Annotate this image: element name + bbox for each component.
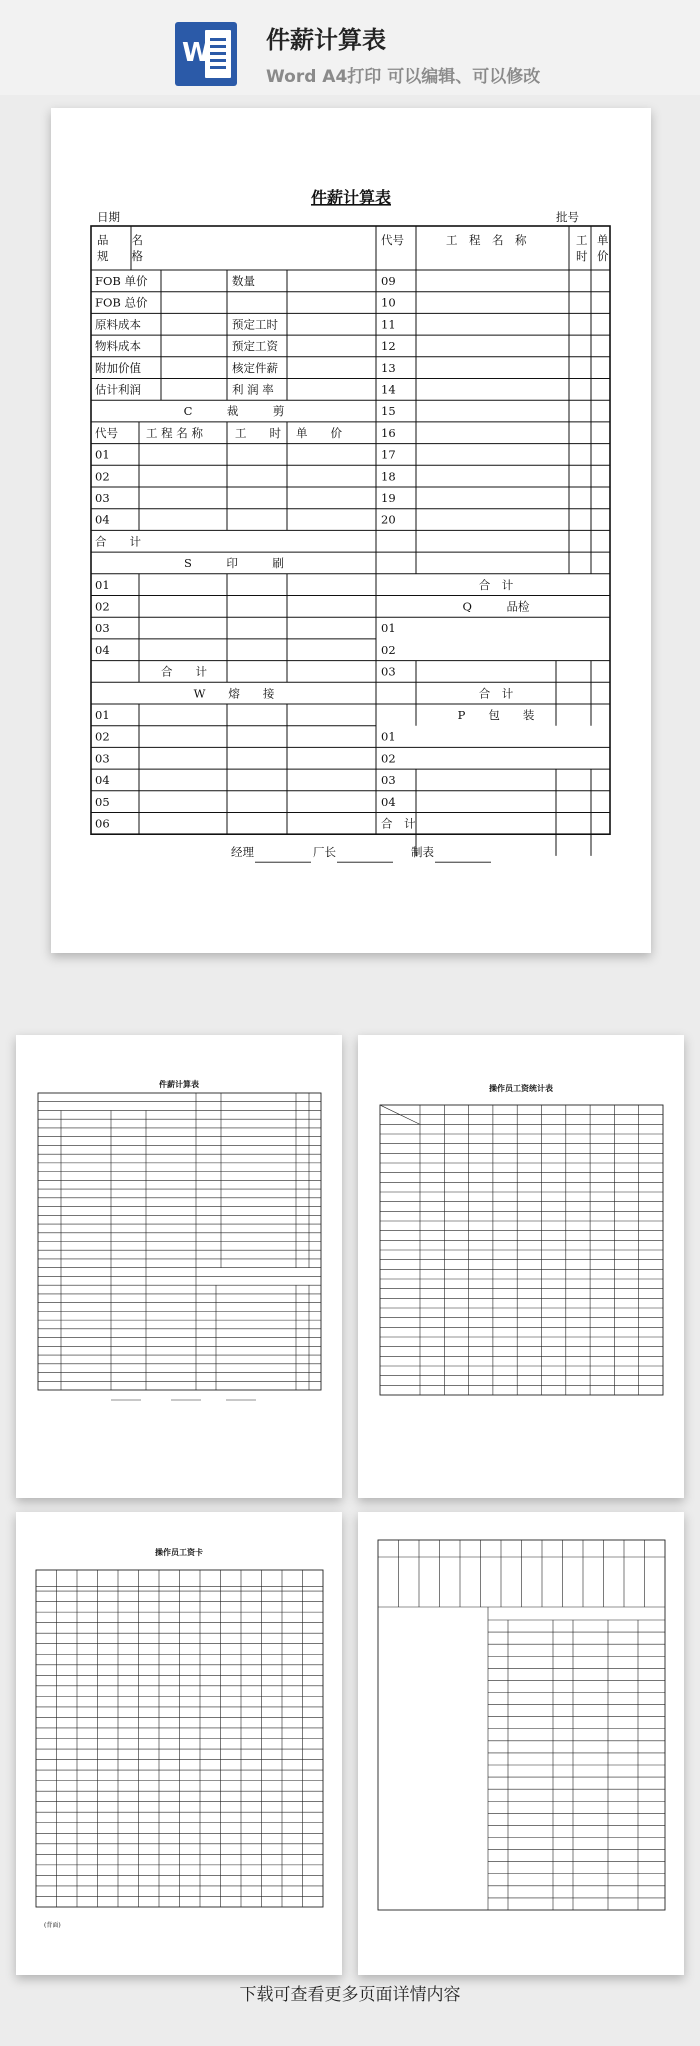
print-code: 01 <box>95 577 110 592</box>
signature-label: 厂长 <box>313 845 336 860</box>
cut-total: 合 计 <box>95 534 141 549</box>
cost-label: 数量 <box>232 274 255 288</box>
thumb3-title: 操作员工资卡 <box>155 1547 203 1557</box>
print-code: 02 <box>95 599 110 614</box>
cost-label: 原料成本 <box>95 317 141 332</box>
col-price: 价 <box>597 249 609 263</box>
pack-code: 03 <box>381 773 396 788</box>
section-qc: Q 品检 <box>462 599 530 614</box>
qc-code: 02 <box>381 642 396 657</box>
thumb-page-2 <box>358 1035 684 1498</box>
section-cut: C 裁 剪 <box>183 404 285 419</box>
process-code: 10 <box>381 295 396 310</box>
process-code: 09 <box>381 274 396 288</box>
thumb-page-3 <box>16 1512 342 1975</box>
process-code: 15 <box>381 404 396 419</box>
pack-code: 04 <box>381 794 396 809</box>
process-code: 16 <box>381 425 396 440</box>
approve-label: 批号 <box>556 210 579 224</box>
cost-label: 预定工资 <box>232 339 278 354</box>
form-title: 件薪计算表 <box>310 188 392 207</box>
col-hour: 工 <box>576 233 588 247</box>
process-code: 11 <box>381 317 396 332</box>
weld-code: 04 <box>95 773 110 788</box>
cut-header: 工 时 <box>235 425 281 440</box>
col-price: 单 <box>597 233 609 247</box>
header-title: 件薪计算表 <box>266 26 386 54</box>
signature-label: 经理 <box>231 845 254 860</box>
weld-code: 05 <box>95 794 110 809</box>
cost-label: 附加价值 <box>95 360 141 375</box>
word-icon: W <box>175 22 237 86</box>
cost-label: FOB 总价 <box>95 295 148 310</box>
thumb3-hint: (背面) <box>44 1922 61 1929</box>
qc-total: 合 计 <box>478 686 514 701</box>
pack-code: 01 <box>381 729 396 744</box>
process-code: 13 <box>381 360 396 375</box>
cost-label: 利 润 率 <box>232 382 274 397</box>
qc-code: 03 <box>381 664 396 679</box>
cost-label: 预定工时 <box>232 317 278 332</box>
cost-label: 核定件薪 <box>232 360 278 375</box>
col-code: 代号 <box>381 233 404 247</box>
weld-code: 03 <box>95 751 110 766</box>
weld-code: 02 <box>95 729 110 744</box>
header <box>0 0 700 95</box>
spec-label: 规 格 <box>97 249 143 263</box>
process-code: 17 <box>381 447 396 462</box>
cut-header: 代号 <box>95 425 118 440</box>
footer-hint: 下载可查看更多页面详情内容 <box>239 1985 461 2005</box>
signature-line <box>231 845 491 862</box>
thumb2-title: 操作员工资统计表 <box>489 1083 553 1093</box>
process-code: 12 <box>381 339 396 354</box>
process-code: 14 <box>381 382 396 397</box>
signature-label: 制表 <box>411 845 434 860</box>
section-print: S 印 刷 <box>184 556 284 571</box>
cut-code: 03 <box>95 491 110 505</box>
cut-code: 01 <box>95 447 110 462</box>
form-table <box>91 226 610 856</box>
weld-code: 01 <box>95 708 110 722</box>
form-text <box>95 233 609 831</box>
pack-code: 02 <box>381 751 396 766</box>
process-code: 19 <box>381 491 396 505</box>
qc-code: 01 <box>381 621 396 636</box>
process-code: 20 <box>381 512 396 527</box>
right-total: 合 计 <box>478 577 514 592</box>
cost-label: 物料成本 <box>95 339 141 354</box>
svg-text:件薪计算表: 件薪计算表 <box>159 1079 199 1089</box>
product-name-label: 品 名 <box>97 233 143 247</box>
cost-label: 估计利润 <box>95 382 141 397</box>
thumb-page-4 <box>358 1512 684 1975</box>
print-code: 04 <box>95 642 110 657</box>
pack-total: 合 计 <box>381 816 416 831</box>
col-hour: 时 <box>576 249 588 263</box>
cut-header: 工 程 名 称 <box>146 425 203 440</box>
cost-label: FOB 单价 <box>95 274 148 288</box>
date-label: 日期 <box>97 210 120 224</box>
cut-header: 单 价 <box>296 425 342 440</box>
cut-code: 02 <box>95 469 110 484</box>
process-code: 18 <box>381 469 396 484</box>
cut-code: 04 <box>95 512 110 527</box>
print-code: 03 <box>95 621 110 636</box>
section-pack: P 包 装 <box>457 708 535 722</box>
weld-code: 06 <box>95 816 110 831</box>
header-subtitle: Word A4打印 可以编辑、可以修改 <box>266 67 541 87</box>
thumb-page-1 <box>16 1035 342 1498</box>
main-page-preview <box>51 108 651 953</box>
col-process: 工 程 名 称 <box>446 233 527 247</box>
section-weld: W 熔 接 <box>193 686 275 701</box>
print-total: 合 计 <box>161 664 207 679</box>
